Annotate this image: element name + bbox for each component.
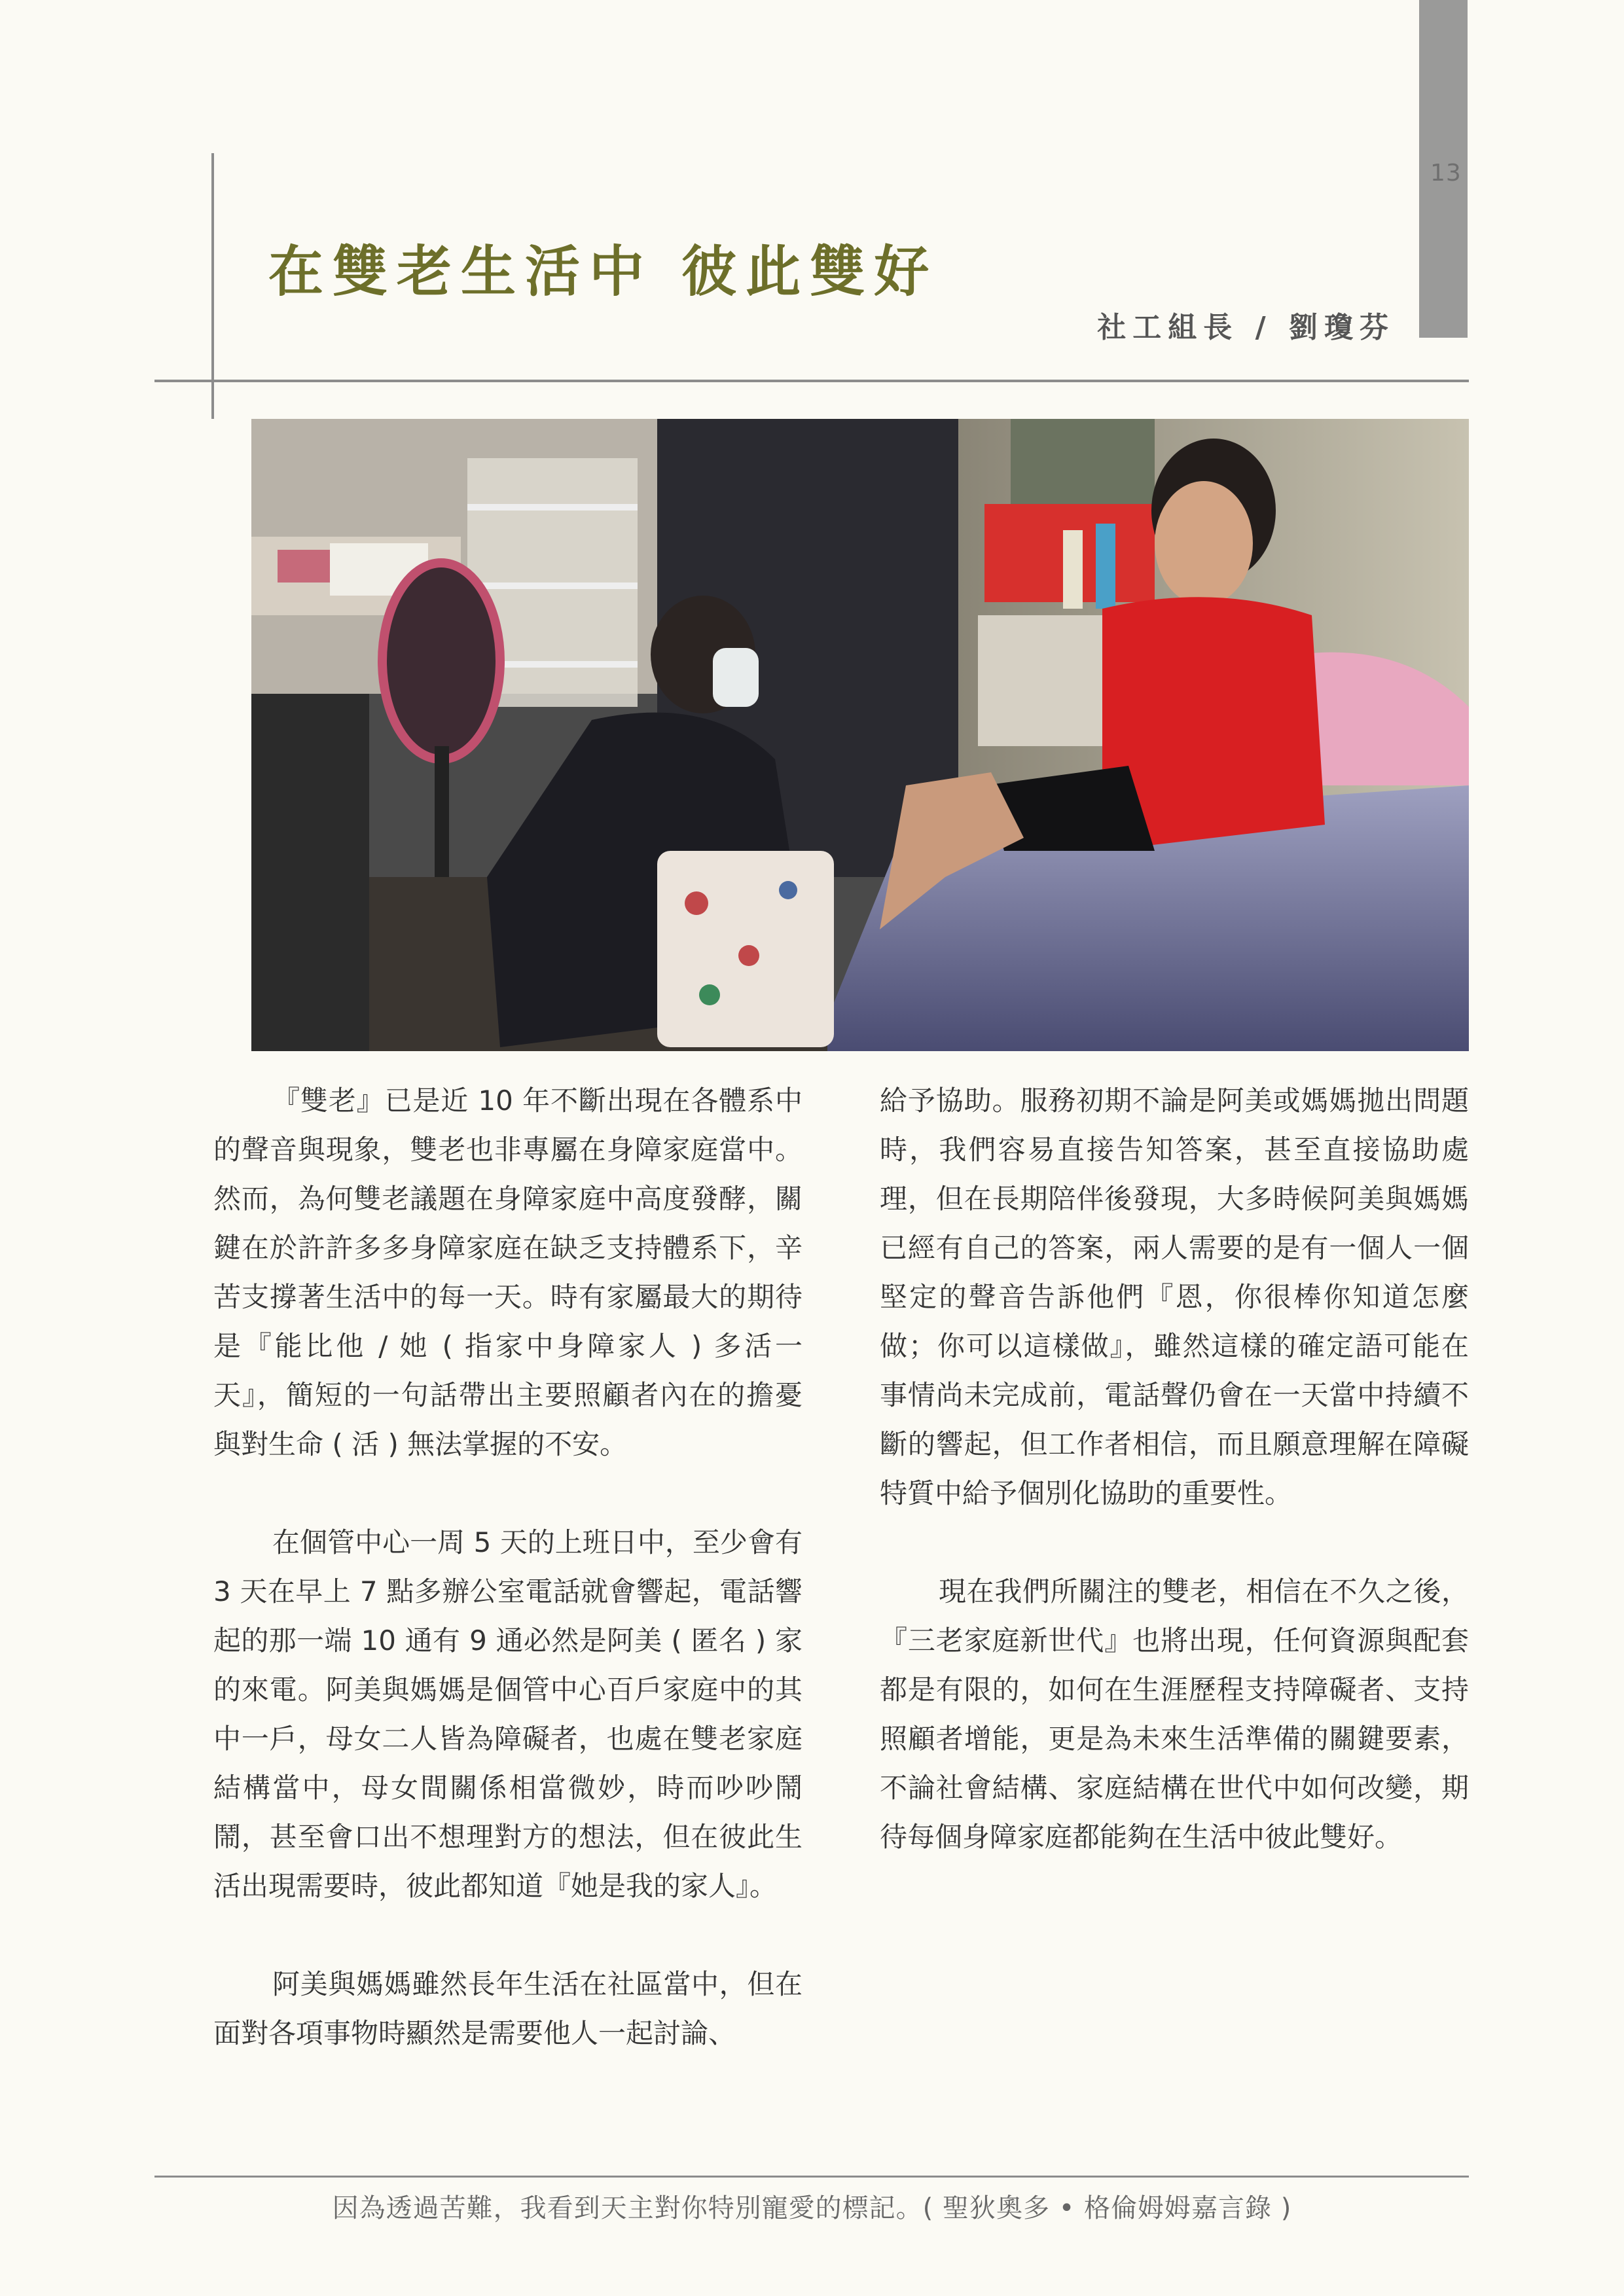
body-paragraph-4: 給予協助。服務初期不論是阿美或媽媽拋出問題時，我們容易直接告知答案，甚至直接協助處理，但在長期陪伴後發現，大多時候阿美與媽媽已經有自己的答案，兩人需要的是有一個人一個堅定的聲音告訴他們『恩，你很棒你知道怎麼做；你可以這樣做』，雖然這樣的確定語可能在事情尚未完成前，電話聲仍會在一天當中持續不斷的響起，但工作者相信，而且願意理解在障礙特質中給予個別化協助的重要性。	[880, 1085, 1469, 1509]
header-divider	[154, 380, 1469, 382]
body-column-left	[213, 1076, 803, 2107]
article-title: 在雙老生活中 彼此雙好	[268, 240, 939, 304]
article-photo	[251, 419, 1469, 1051]
footer-divider	[154, 2176, 1469, 2178]
photo-home-visit-illustration	[251, 419, 1469, 1051]
body-column-right	[880, 1076, 1469, 1910]
body-paragraph-3: 阿美與媽媽雖然長年生活在社區當中，但在面對各項事物時顯然是需要他人一起討論、	[213, 1968, 803, 2049]
page-number: 13	[1430, 160, 1462, 187]
footer-quote: 因為透過苦難，我看到天主對你特別寵愛的標記。( 聖狄奧多 • 格倫姆姆嘉言錄 )	[332, 2193, 1292, 2223]
body-paragraph-5: 現在我們所關注的雙老，相信在不久之後，『三老家庭新世代』也將出現，任何資源與配套都是有限的，如何在生涯歷程支持障礙者、支持照顧者增能，更是為未來生活準備的關鍵要素，不論社會結構、家庭結構在世代中如何改變，期待每個身障家庭都能夠在生活中彼此雙好。	[880, 1575, 1469, 1853]
body-paragraph-2: 在個管中心一周 5 天的上班日中，至少會有 3 天在早上 7 點多辦公室電話就會響起，電話響起的那一端 10 通有 9 通必然是阿美 ( 匿名 ) 家的來電。阿美與媽媽是個管中心百戶家庭中的其中一戶，母女二人皆為障礙者，也處在雙老家庭結構當中，母女間關係相當微妙，時而吵吵鬧鬧，甚至會口出不想理對方的想法，但在彼此生活出現需要時，彼此都知道『她是我的家人』。	[213, 1526, 803, 1902]
article-author: 社工組長 / 劉瓊芬	[1097, 311, 1395, 344]
body-paragraph-1: 『雙老』已是近 10 年不斷出現在各體系中的聲音與現象，雙老也非專屬在身障家庭當中。然而，為何雙老議題在身障家庭中高度發酵，關鍵在於許許多多身障家庭在缺乏支持體系下，辛苦支撐著生活中的每一天。時有家屬最大的期待是『能比他 / 她 ( 指家中身障家人 ) 多活一天』，簡短的一句話帶出主要照顧者內在的擔憂與對生命 ( 活 ) 無法掌握的不安。	[213, 1085, 803, 1460]
